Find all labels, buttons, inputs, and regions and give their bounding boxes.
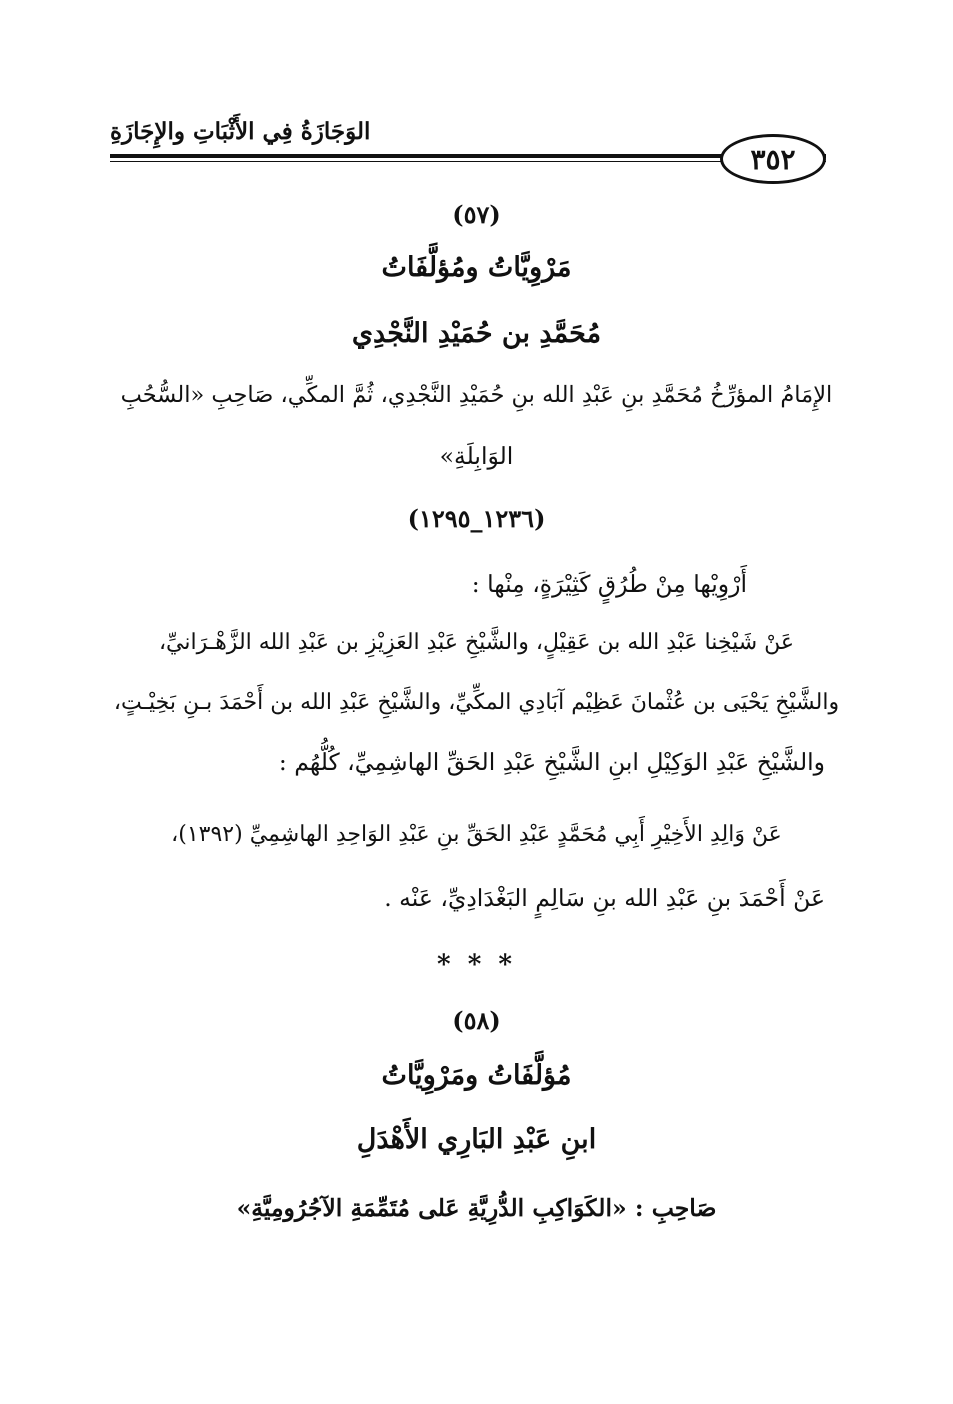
paragraph-line: عَنْ أَحْمَدَ بنِ عَبْدِ الله بنِ سَالِمٍ البَغْدَادِيِّ، عَنْه . — [384, 884, 825, 912]
page-header — [110, 96, 826, 186]
section-separator: * * * — [437, 950, 516, 980]
page-number: ٣٥٢ — [720, 134, 826, 184]
entry-number: (٥٨) — [452, 1006, 501, 1035]
entry-person: ابنِ عَبْدِ البَارِي الأَهْدَلِ — [356, 1124, 597, 1155]
entry-heading: مَرْوِيَّاتُ ومُؤلَّفَاتُ — [381, 252, 572, 283]
entry-person: مُحَمَّدِ بن حُمَيْدِ النَّجْدِي — [351, 318, 602, 349]
intro-line: أَرْوِيْها مِنْ طُرُقٍ كَثِيْرَةٍ، مِنْها : — [471, 570, 747, 598]
paragraph-line: والشَّيْخِ يَحْيَى بن عُثْمانَ عَظِيْم آبَادِي المكِّيِّ، والشَّيْخِ عَبْدِ الله بن أَحْمَدَ بـنِ بَخِيْـتٍ، — [113, 690, 840, 715]
description-line: الإِمَامُ المؤرِّخُ مُحَمَّدِ بنِ عَبْدِ الله بنِ حُمَيْدِ النَّجْدِي، ثُمَّ المكِّي، صَاحِبِ «السُّحُبِ — [120, 382, 833, 408]
description-line: الوَابِلَةِ» — [439, 442, 514, 470]
header-rule-thin — [110, 161, 826, 162]
owner-line: صَاحِبِ : «الكَوَاكِبِ الدُّرِيَّةِ عَلى مُتَمِّمَةِ الآجُرُومِيَّةِ» — [236, 1194, 717, 1222]
paragraph-line: عَنْ وَالِدِ الأَخِيْرِ أَبِي مُحَمَّدٍ عَبْدِ الحَقِّ بنِ عَبْدِ الوَاحِدِ الهاشِمِيِّ (١٣٩٢)، — [171, 822, 782, 847]
paragraph-line: والشَّيْخِ عَبْدِ الوَكِيْلِ ابنِ الشَّيْخِ عَبْدِ الحَقِّ الهاشِمِيِّ، كُلُّهُم : — [278, 748, 825, 776]
entry-number: (٥٧) — [452, 200, 501, 229]
header-rule — [110, 154, 826, 158]
running-title: الوَجَازَةُ فِي الأَثْبَاتِ والإِجَازَةِ — [110, 118, 371, 145]
entry-dates: (١٢٣٦_١٢٩٥) — [407, 504, 546, 533]
paragraph-line: عَنْ شَيْخِنا عَبْدِ الله بن عَقِيْلٍ، والشَّيْخِ عَبْدِ العَزِيْزِ بن عَبْدِ الله الزَّهْـرَانيِّ، — [158, 630, 795, 655]
entry-heading: مُؤلَّفَاتُ ومَرْوِيَّاتُ — [381, 1060, 572, 1091]
